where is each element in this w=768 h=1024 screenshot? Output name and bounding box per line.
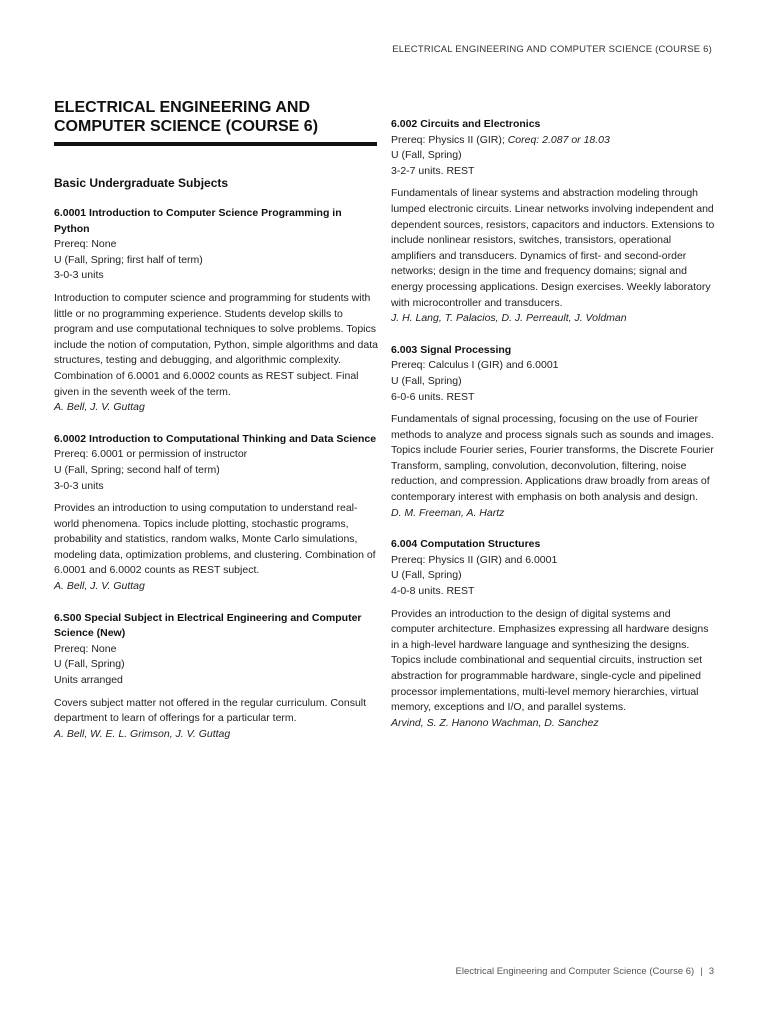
subject-instructors: J. H. Lang, T. Palacios, D. J. Perreault, J. Voldman <box>391 312 627 325</box>
subject-units: 4-0-8 units. REST <box>391 585 475 598</box>
subject-title: 6.002 Circuits and Electronics <box>391 118 541 130</box>
section-heading: Basic Undergraduate Subjects <box>54 176 229 190</box>
page-title: ELECTRICAL ENGINEERING AND COMPUTER SCIENCE (COURSE 6) <box>54 99 319 135</box>
subject-instructors: A. Bell, W. E. L. Grimson, J. V. Guttag <box>54 727 231 740</box>
subject-terms: U (Fall, Spring; first half of term) <box>54 253 203 266</box>
subject-title: 6.0001 Introduction to Computer Science Programming in Python <box>54 207 342 235</box>
title-divider <box>54 142 377 146</box>
subject-terms: U (Fall, Spring) <box>391 569 462 582</box>
subject-terms: U (Fall, Spring) <box>391 374 462 387</box>
subject-description: Provides an introduction to the design of digital systems and computer architecture. Emphasizes expressing all hardware designs in a high-level hardware language and synthesizing the designs. Topics include combinational and sequential circuits, instruction set abstraction for programmable hardware, single-cycle and pipelined processor implementations, multi-level memory hierarchies, virtual memory, exceptions and I/O, and parallel systems. <box>391 607 709 714</box>
subject-terms: U (Fall, Spring) <box>54 658 125 671</box>
subject-description: Fundamentals of linear systems and abstraction modeling through lumped electronic circuits. Linear networks involving independent and dependent sources, resistors, capacitors and inductors. Extensions to include nonlinear resistors, switches, transistors, operational amplifiers and transducers. Dynamics of first- and second-order networks; design in the time and frequency domains; signal and energy processing applications. Design exercises. Weekly laboratory with microcontroller and transducers. <box>391 187 715 309</box>
subject-instructors: Arvind, S. Z. Hanono Wachman, D. Sanchez <box>391 716 599 729</box>
page-footer <box>456 966 714 977</box>
subject-instructors: A. Bell, J. V. Guttag <box>54 580 145 593</box>
subject-units: 6-0-6 units. REST <box>391 390 475 403</box>
subject-6-0001 <box>54 206 378 416</box>
subject-description: Provides an introduction to using computation to understand real-world phenomena. Topics include plotting, stochastic programs, probability and statistics, random walks, Monte Carlo simulations, modeling data, optimization problems, and clustering. Combination of 6.0001 and 6.0002 counts as REST subject. <box>54 502 376 577</box>
subject-terms: U (Fall, Spring) <box>391 149 462 162</box>
subject-6-003 <box>391 343 716 522</box>
subject-6-004 <box>391 537 716 731</box>
subject-description: Fundamentals of signal processing, focusing on the use of Fourier methods to analyze and process signals such as sounds and images. Topics include Fourier series, Fourier transforms, the Discrete Fourier Transform, sampling, convolution, deconvolution, filtering, noise reduction, and compression. Applications draw broadly from areas of contemporary interest with emphasis on both analysis and design. <box>391 413 714 504</box>
subject-units: 3-0-3 units <box>54 479 104 492</box>
left-column <box>54 98 378 742</box>
subject-6-s00 <box>54 611 378 743</box>
subject-prereq-line <box>391 133 716 149</box>
subject-6-002 <box>391 117 716 327</box>
footer-separator: | <box>700 966 703 977</box>
subject-prereq: Prereq: None <box>54 642 117 655</box>
subject-terms: U (Fall, Spring; second half of term) <box>54 463 220 476</box>
subject-prereq: Prereq: None <box>54 238 117 251</box>
subject-prereq: Prereq: Calculus I (GIR) and 6.0001 <box>391 359 559 372</box>
subject-prereq: Prereq: Physics II (GIR) and 6.0001 <box>391 553 558 566</box>
subject-coreq: Coreq: 2.087 or 18.03 <box>507 133 610 146</box>
footer-title: Electrical Engineering and Computer Science (Course 6) <box>455 966 695 977</box>
subject-units: 3-2-7 units. REST <box>391 164 475 177</box>
subject-title: 6.004 Computation Structures <box>391 538 541 551</box>
subject-description: Covers subject matter not offered in the regular curriculum. Consult department to learn of offerings for a particular term. <box>54 696 367 725</box>
subject-prereq: Prereq: Physics II (GIR); <box>391 133 508 146</box>
subject-instructors: A. Bell, J. V. Guttag <box>54 401 145 414</box>
right-column <box>391 117 716 731</box>
subject-units: Units arranged <box>54 674 123 687</box>
subject-description: Introduction to computer science and programming for students with little or no programming experience. Students develop skills to program and use computational techniques to solve problems. Topics include the notion of computation, Python, simple algorithms and data structures, testing and debugging, and algorithmic complexity. Combination of 6.0001 and 6.0002 counts as REST subject. Final given in the seventh week of the term. <box>54 291 378 398</box>
subject-units: 3-0-3 units <box>54 269 104 282</box>
subject-prereq: Prereq: 6.0001 or permission of instructor <box>54 448 248 461</box>
subject-title: 6.003 Signal Processing <box>391 343 512 356</box>
running-header: ELECTRICAL ENGINEERING AND COMPUTER SCIENCE (COURSE 6) <box>392 44 712 55</box>
page-number: 3 <box>708 966 714 977</box>
subject-title: 6.0002 Introduction to Computational Thinking and Data Science <box>54 432 377 445</box>
subject-instructors: D. M. Freeman, A. Hartz <box>391 506 505 519</box>
subject-6-0002 <box>54 432 378 595</box>
subject-title: 6.S00 Special Subject in Electrical Engineering and Computer Science (New) <box>54 611 362 640</box>
